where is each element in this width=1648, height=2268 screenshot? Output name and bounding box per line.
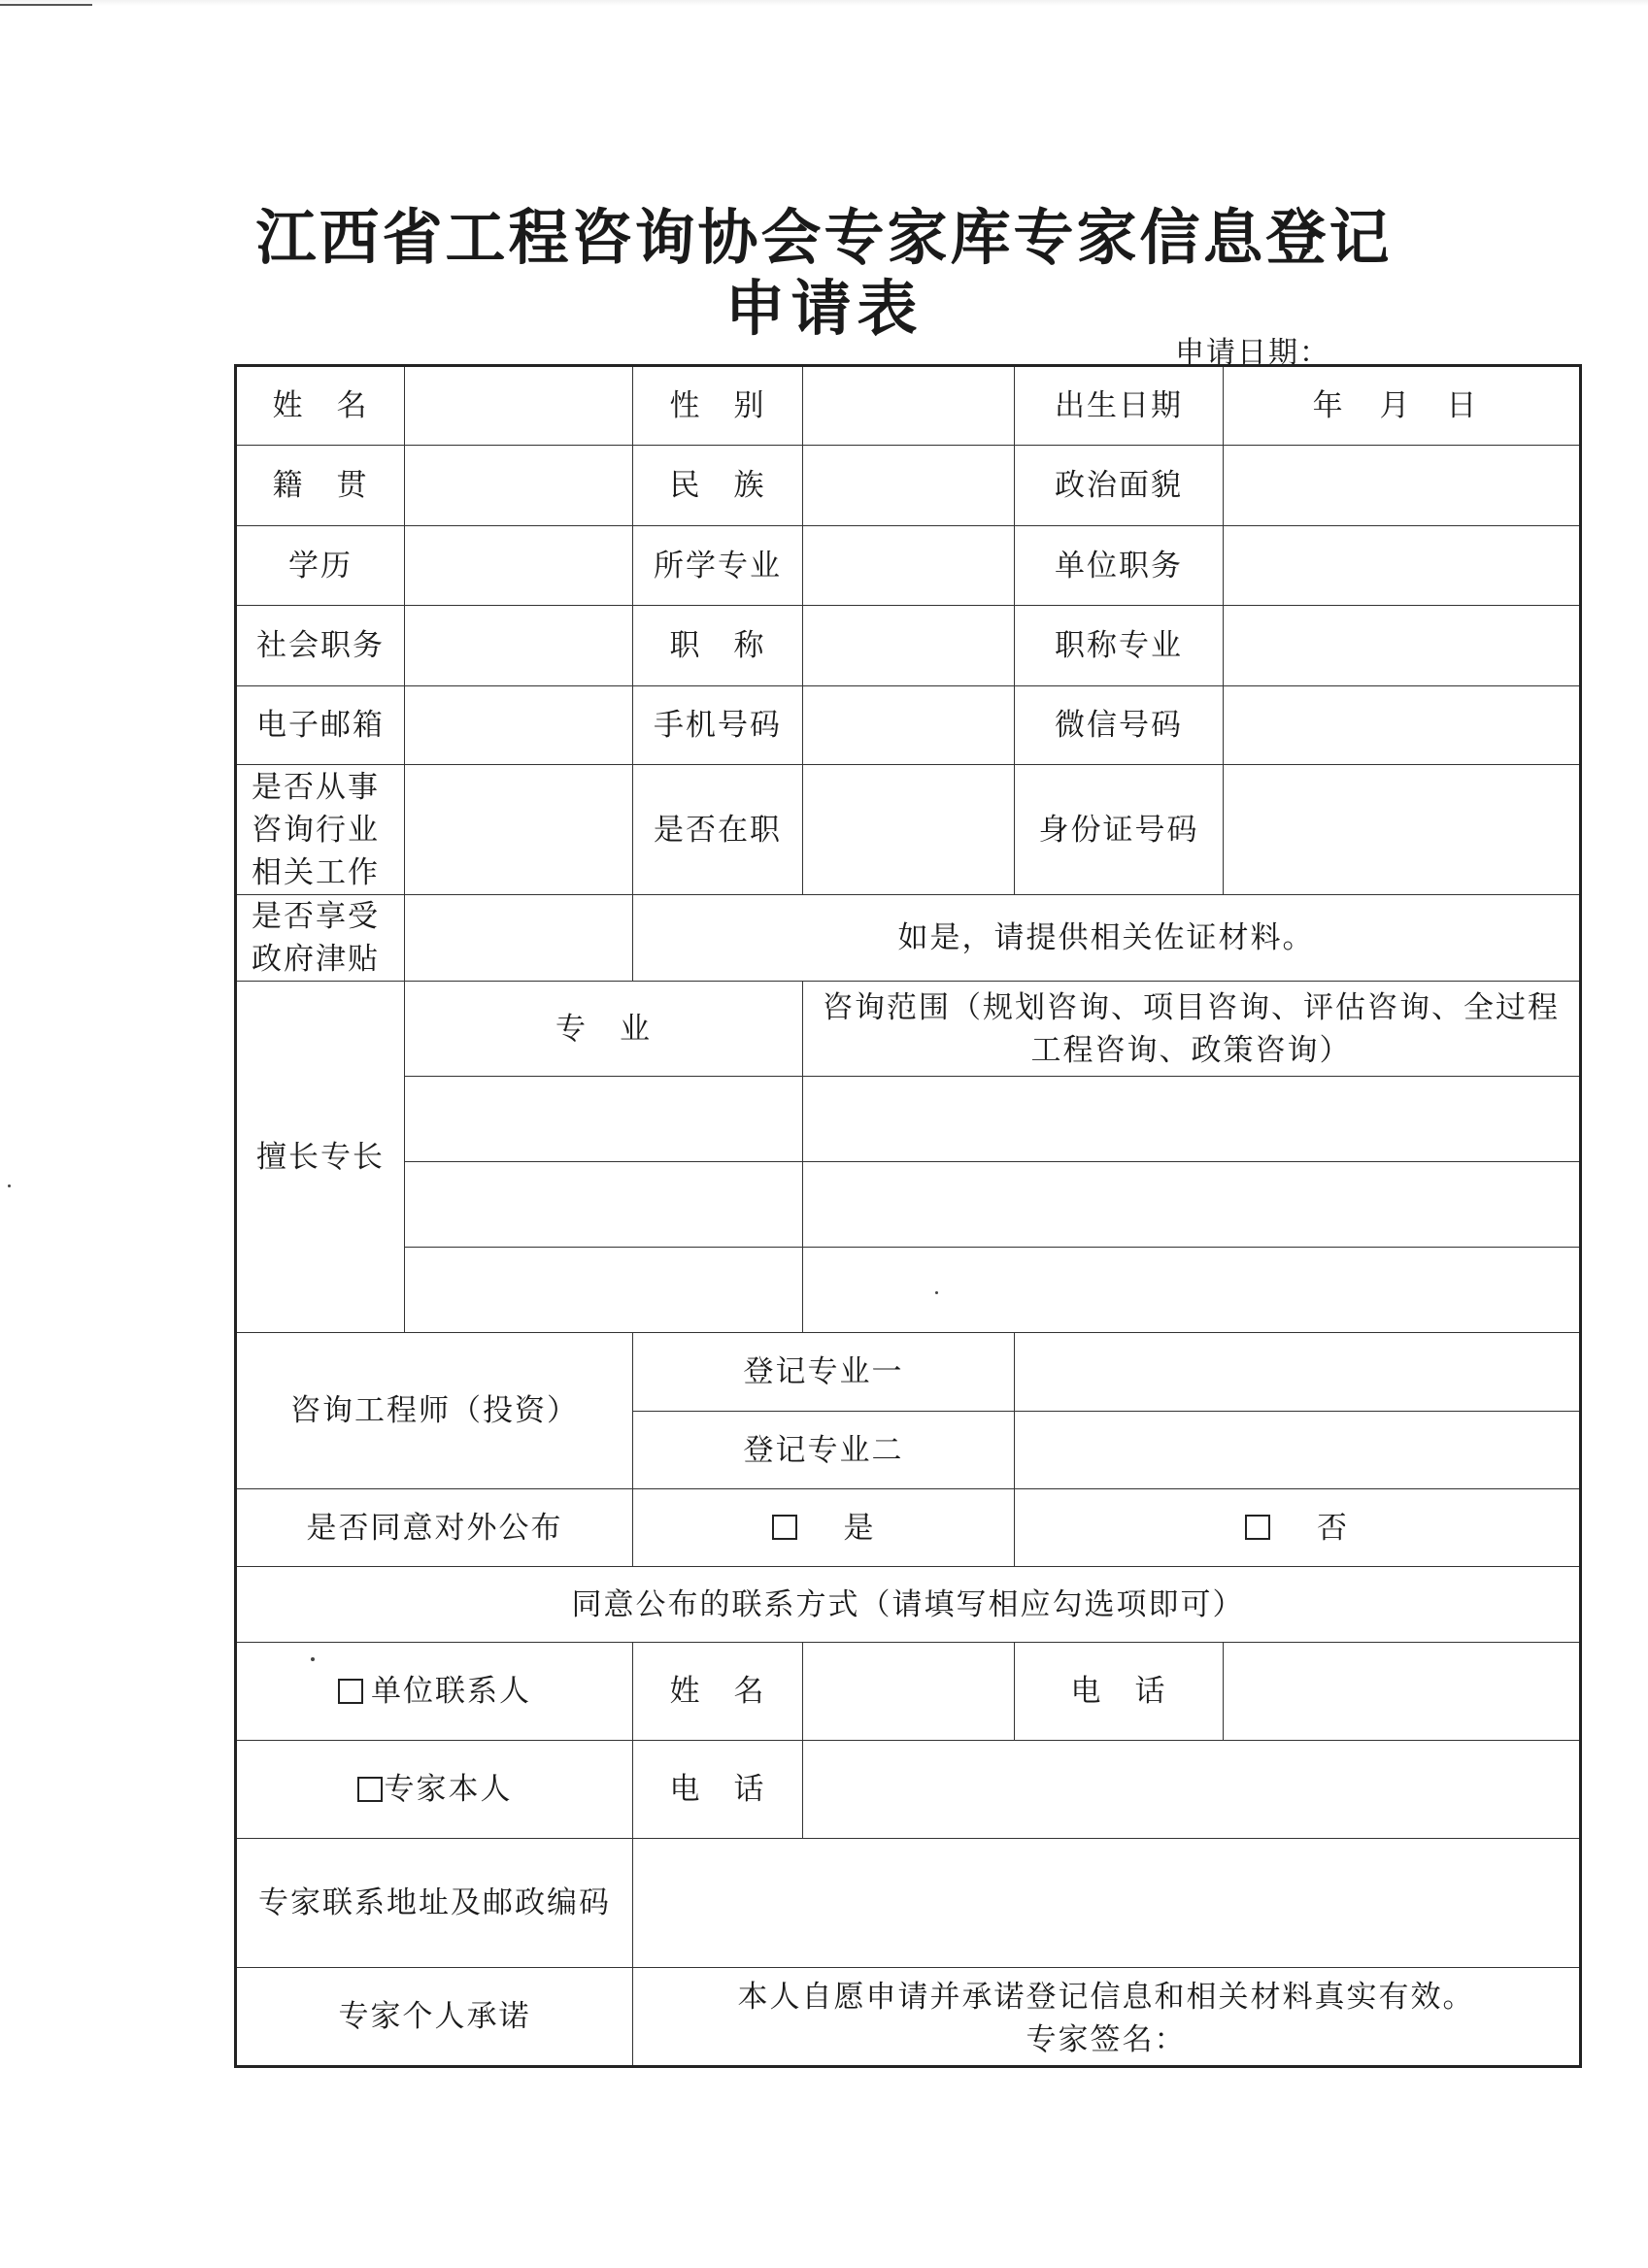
- no-label: 否: [1317, 1510, 1349, 1546]
- expertise-scope-header: 咨询范围（规划咨询、项目咨询、评估咨询、全过程工程咨询、政策咨询）: [803, 982, 1581, 1077]
- registration-specialty-1-field[interactable]: [1015, 1333, 1581, 1412]
- unit-contact-checkbox[interactable]: [338, 1679, 363, 1704]
- expert-phone-field[interactable]: [803, 1741, 1581, 1839]
- consulting-engineer-label: 咨询工程师（投资）: [236, 1333, 633, 1489]
- publish-yes-option[interactable]: [633, 1489, 1015, 1567]
- expertise-specialty-field[interactable]: [405, 1077, 803, 1162]
- unit-contact-label: 单位联系人: [371, 1674, 531, 1709]
- title-specialty-field[interactable]: [1224, 606, 1581, 686]
- row-contact-header: [236, 1567, 1581, 1643]
- contact-name-field[interactable]: [803, 1643, 1015, 1741]
- education-label: 学历: [236, 526, 405, 606]
- employed-field[interactable]: [803, 765, 1015, 895]
- signature-label: 专家签名：: [1026, 2022, 1187, 2057]
- row-engineer-reg1: [236, 1333, 1581, 1412]
- unit-position-label: 单位职务: [1015, 526, 1224, 606]
- form-subtitle: 申请表: [724, 273, 924, 344]
- expertise-specialty-field[interactable]: [405, 1162, 803, 1248]
- major-field[interactable]: [803, 526, 1015, 606]
- professional-title-field[interactable]: [803, 606, 1015, 686]
- commitment-box: [633, 1968, 1581, 2067]
- unit-position-field[interactable]: [1224, 526, 1581, 606]
- scan-speck: [8, 1184, 11, 1187]
- commitment-text: 本人自愿申请并承诺登记信息和相关材料真实有效。: [737, 1980, 1475, 2015]
- subsidy-note: 如是，请提供相关佐证材料。: [633, 895, 1581, 982]
- row-education: [236, 526, 1581, 606]
- birth-date-label: 出生日期: [1015, 366, 1224, 446]
- native-place-label: 籍 贯: [236, 446, 405, 526]
- scan-speck: [311, 1657, 315, 1661]
- row-address: [236, 1839, 1581, 1968]
- wechat-label: 微信号码: [1015, 686, 1224, 765]
- mobile-field[interactable]: [803, 686, 1015, 765]
- scan-speck: [935, 1291, 938, 1294]
- publish-consent-label: 是否同意对外公布: [236, 1489, 633, 1567]
- contact-method-header: 同意公布的联系方式（请填写相应勾选项即可）: [236, 1567, 1581, 1643]
- ethnicity-field[interactable]: [803, 446, 1015, 526]
- registration-form-table: [234, 364, 1582, 2068]
- id-number-field[interactable]: [1224, 765, 1581, 895]
- registration-specialty-2-field[interactable]: [1015, 1412, 1581, 1489]
- registration-specialty-2-label: 登记专业二: [633, 1412, 1015, 1489]
- row-native-place: [236, 446, 1581, 526]
- gender-field[interactable]: [803, 366, 1015, 446]
- professional-title-label: 职 称: [633, 606, 803, 686]
- native-place-field[interactable]: [405, 446, 633, 526]
- employed-label: 是否在职: [633, 765, 803, 895]
- expertise-row: [236, 1248, 1581, 1333]
- subsidy-field[interactable]: [405, 895, 633, 982]
- expertise-specialty-field[interactable]: [405, 1248, 803, 1333]
- expertise-scope-field[interactable]: [803, 1077, 1581, 1162]
- form-title: 江西省工程咨询协会专家库专家信息登记: [255, 202, 1393, 273]
- email-field[interactable]: [405, 686, 633, 765]
- expert-self-label: 专家本人: [384, 1772, 513, 1807]
- row-subsidy: [236, 895, 1581, 982]
- row-email: [236, 686, 1581, 765]
- expertise-scope-field[interactable]: [803, 1162, 1581, 1248]
- expertise-label: 擅长专长: [236, 982, 405, 1333]
- expert-phone-label: 电 话: [633, 1741, 803, 1839]
- consulting-work-label: 是否从事咨询行业相关工作: [236, 765, 405, 895]
- no-checkbox[interactable]: [1245, 1515, 1270, 1540]
- title-specialty-label: 职称专业: [1015, 606, 1224, 686]
- expert-self-checkbox[interactable]: [357, 1777, 383, 1802]
- scan-top-edge: [0, 0, 1648, 6]
- expertise-specialty-header: 专 业: [405, 982, 803, 1077]
- political-status-label: 政治面貌: [1015, 446, 1224, 526]
- major-label: 所学专业: [633, 526, 803, 606]
- row-name: [236, 366, 1581, 446]
- expert-self-option[interactable]: [236, 1741, 633, 1839]
- name-field[interactable]: [405, 366, 633, 446]
- commitment-label: 专家个人承诺: [236, 1968, 633, 2067]
- row-expert-self: [236, 1741, 1581, 1839]
- id-number-label: 身份证号码: [1015, 765, 1224, 895]
- wechat-field[interactable]: [1224, 686, 1581, 765]
- contact-name-label: 姓 名: [633, 1643, 803, 1741]
- row-social-position: [236, 606, 1581, 686]
- social-position-label: 社会职务: [236, 606, 405, 686]
- gender-label: 性 别: [633, 366, 803, 446]
- contact-phone-field[interactable]: [1224, 1643, 1581, 1741]
- unit-contact-option[interactable]: [236, 1643, 633, 1741]
- row-publish-consent: [236, 1489, 1581, 1567]
- expertise-scope-field[interactable]: [803, 1248, 1581, 1333]
- name-label: 姓 名: [236, 366, 405, 446]
- registration-specialty-1-label: 登记专业一: [633, 1333, 1015, 1412]
- consulting-work-field[interactable]: [405, 765, 633, 895]
- subsidy-label: 是否享受政府津贴: [236, 895, 405, 982]
- address-field[interactable]: [633, 1839, 1581, 1968]
- corner-mark: [0, 4, 92, 6]
- expertise-row: [236, 1077, 1581, 1162]
- birth-date-field[interactable]: 年 月 日: [1224, 366, 1581, 446]
- email-label: 电子邮箱: [236, 686, 405, 765]
- row-commitment: [236, 1968, 1581, 2067]
- row-unit-contact: [236, 1643, 1581, 1741]
- contact-phone-label: 电 话: [1015, 1643, 1224, 1741]
- address-label: 专家联系地址及邮政编码: [236, 1839, 633, 1968]
- social-position-field[interactable]: [405, 606, 633, 686]
- yes-checkbox[interactable]: [772, 1515, 797, 1540]
- application-date-label: 申请日期：: [1175, 336, 1330, 370]
- yes-label: 是: [843, 1510, 876, 1546]
- publish-no-option[interactable]: [1015, 1489, 1581, 1567]
- education-field[interactable]: [405, 526, 633, 606]
- expertise-row: [236, 1162, 1581, 1248]
- political-status-field[interactable]: [1224, 446, 1581, 526]
- ethnicity-label: 民 族: [633, 446, 803, 526]
- mobile-label: 手机号码: [633, 686, 803, 765]
- row-expertise-header: [236, 982, 1581, 1077]
- row-consulting-work: [236, 765, 1581, 895]
